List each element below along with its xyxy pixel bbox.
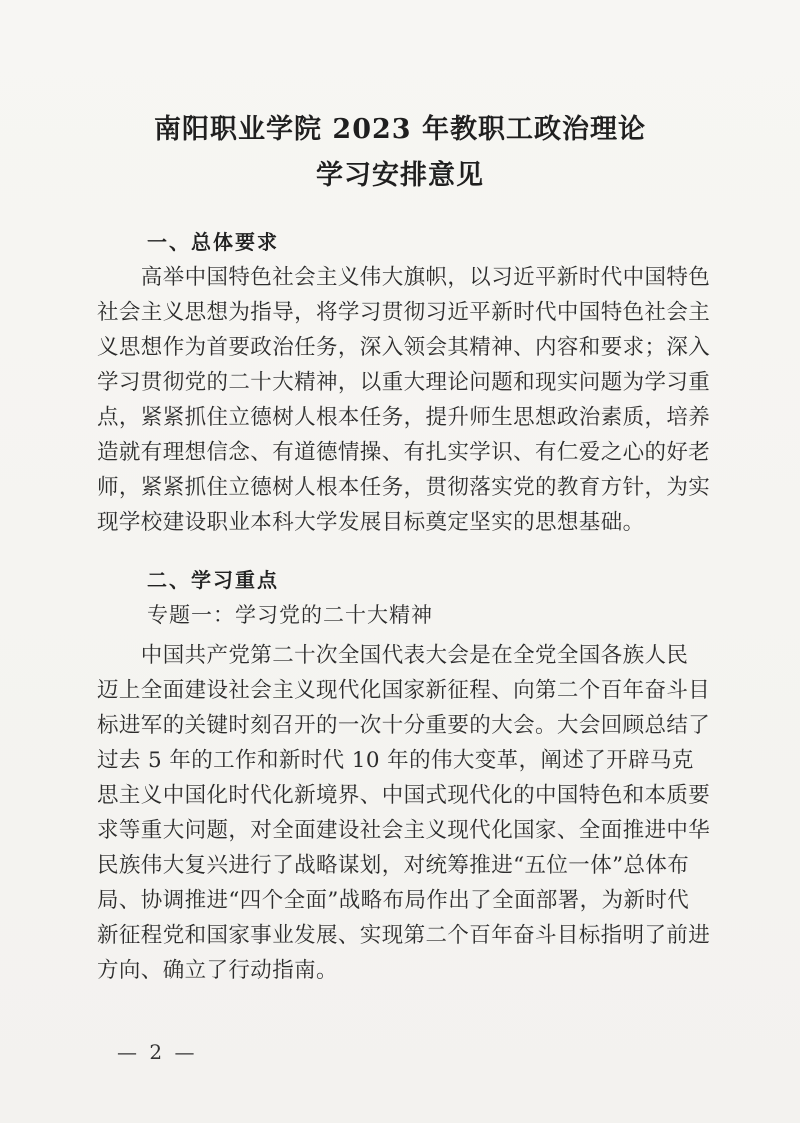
paragraph-line: 过去 5 年的工作和新时代 10 年的伟大变革，阐述了开辟马克 (97, 748, 694, 773)
section-heading-general-requirements: 一、总体要求 (147, 230, 279, 254)
paragraph-line: 学习贯彻党的二十大精神，以重大理论问题和现实问题为学习重 (97, 370, 711, 395)
paragraph-line: 方向、确立了行动指南。 (97, 958, 338, 983)
document-title-line1: 南阳职业学院 2023 年教职工政治理论 (154, 114, 646, 145)
page-number: — 2 — (117, 1040, 198, 1064)
document-title-line2: 学习安排意见 (316, 160, 484, 191)
paragraph-line: 局、协调推进“四个全面”战略布局作出了全面部署，为新时代 (97, 888, 690, 913)
section-heading-study-focus: 二、学习重点 (147, 568, 279, 592)
paragraph-line: 点，紧紧抓住立德树人根本任务，提升师生思想政治素质，培养 (97, 405, 711, 430)
paragraph-line: 造就有理想信念、有道德情操、有扎实学识、有仁爱之心的好老 (97, 440, 711, 465)
paragraph-line: 中国共产党第二十次全国代表大会是在全党全国各族人民 (97, 643, 689, 668)
paragraph-line: 社会主义思想为指导，将学习贯彻习近平新时代中国特色社会主 (97, 300, 711, 325)
section2-paragraph (97, 638, 711, 988)
paragraph-line: 民族伟大复兴进行了战略谋划，对统筹推进“五位一体”总体布 (97, 853, 690, 878)
paragraph-line: 迈上全面建设社会主义现代化国家新征程、向第二个百年奋斗目 (97, 678, 711, 703)
section1-paragraph (97, 260, 711, 540)
paragraph-line: 义思想作为首要政治任务，深入领会其精神、内容和要求；深入 (97, 335, 711, 360)
topic-one-subheading: 专题一：学习党的二十大精神 (147, 603, 433, 627)
paragraph-line: 新征程党和国家事业发展、实现第二个百年奋斗目标指明了前进 (97, 923, 711, 948)
paragraph-line: 现学校建设职业本科大学发展目标奠定坚实的思想基础。 (97, 510, 645, 535)
paragraph-line: 求等重大问题，对全面建设社会主义现代化国家、全面推进中华 (97, 818, 711, 843)
paragraph-line: 标进军的关键时刻召开的一次十分重要的大会。大会回顾总结了 (97, 713, 711, 738)
paragraph-line: 思主义中国化时代化新境界、中国式现代化的中国特色和本质要 (97, 783, 711, 808)
paragraph-line: 师，紧紧抓住立德树人根本任务，贯彻落实党的教育方针，为实 (97, 475, 711, 500)
paragraph-line: 高举中国特色社会主义伟大旗帜，以习近平新时代中国特色 (97, 265, 711, 290)
